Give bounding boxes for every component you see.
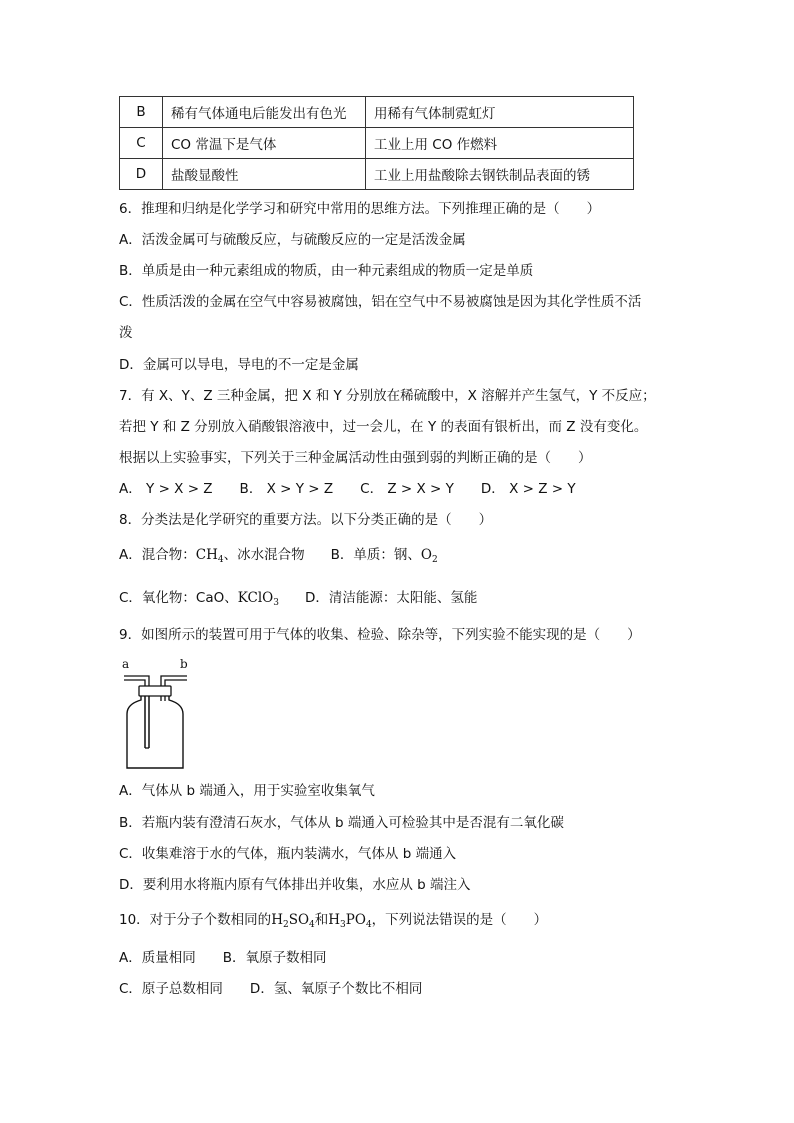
fig-label-b: b bbox=[180, 657, 188, 671]
q6-option-b: B．单质是由一种元素组成的物质，由一种元素组成的物质一定是单质 bbox=[119, 263, 534, 279]
row-use: 用稀有气体制霓虹灯 bbox=[366, 97, 634, 128]
row-property: CO 常温下是气体 bbox=[163, 128, 366, 159]
q8-c-label: C．氧化物：CaO、 bbox=[119, 590, 238, 606]
bottle bbox=[127, 696, 183, 768]
q6-option-d: D．金属可以导电，导电的不一定是金属 bbox=[119, 357, 359, 373]
q6-option-c: C．性质活泼的金属在空气中容易被腐蚀，铝在空气中不易被腐蚀是因为其化学性质不活 bbox=[119, 294, 642, 310]
formula-h2so4: $H_2SO_4$ bbox=[271, 912, 315, 930]
fig-label-a: a bbox=[122, 657, 130, 671]
row-key: B bbox=[120, 97, 163, 128]
q6-option-c-cont: 泼 bbox=[119, 325, 133, 341]
formula-ch4: $CH_4$ bbox=[195, 547, 224, 565]
property-use-table bbox=[119, 96, 634, 190]
row-property: 盐酸显酸性 bbox=[163, 159, 366, 190]
row-property: 稀有气体通电后能发出有色光 bbox=[163, 97, 366, 128]
formula-h3po4: $H_3PO_4$ bbox=[328, 912, 372, 930]
q7-stem-line1: 7．有 X、Y、Z 三种金属，把 X 和 Y 分别放在稀硫酸中，X 溶解并产生氢气，Y 不反应； bbox=[119, 388, 656, 404]
formula-o2: $O_2$ bbox=[420, 547, 438, 565]
row-key: C bbox=[120, 128, 163, 159]
q9-option-d: D．要利用水将瓶内原有气体排出并收集，水应从 b 端注入 bbox=[119, 877, 471, 893]
q6-option-a: A．活泼金属可与硫酸反应，与硫酸反应的一定是活泼金属 bbox=[119, 232, 466, 248]
formula-kclo3: KClO$_3$ bbox=[237, 590, 279, 608]
table-row bbox=[120, 97, 634, 128]
q7-stem-line2: 若把 Y 和 Z 分别放入硝酸银溶液中，过一会儿，在 Y 的表面有银析出，而 Z 没有变化。 bbox=[119, 419, 648, 435]
q8-a-label: A．混合物： bbox=[119, 547, 196, 563]
q7-stem-line3: 根据以上实验事实，下列关于三种金属活动性由强到弱的判断正确的是（ ） bbox=[119, 450, 592, 466]
q8-options-cd bbox=[119, 588, 477, 608]
q8-options-ab bbox=[119, 545, 438, 565]
table-row bbox=[120, 159, 634, 190]
gas-washing-bottle-diagram bbox=[119, 656, 199, 771]
q6-stem: 6．推理和归纳是化学学习和研究中常用的思维方法。下列推理正确的是（ ） bbox=[119, 201, 601, 217]
q8-stem: 8．分类法是化学研究的重要方法。以下分类正确的是（ ） bbox=[119, 512, 493, 528]
q7-options: A． Y > X > Z B． X > Y > Z C． Z > X > Y D． X > Z > Y bbox=[119, 481, 576, 497]
stopper bbox=[139, 686, 171, 696]
gas-bottle-figure bbox=[119, 656, 199, 771]
table-row bbox=[120, 128, 634, 159]
q9-stem: 9．如图所示的装置可用于气体的收集、检验、除杂等，下列实验不能实现的是（ ） bbox=[119, 627, 641, 643]
row-key: D bbox=[120, 159, 163, 190]
q8-b-label: B．单质：钢、 bbox=[330, 547, 421, 563]
q8-d: D．清洁能源：太阳能、氢能 bbox=[304, 590, 478, 606]
q10-options-ab: A．质量相同 B．氧原子数相同 bbox=[119, 950, 327, 966]
q10-options-cd: C．原子总数相同 D．氢、氧原子个数比不相同 bbox=[119, 981, 423, 997]
row-use: 工业上用盐酸除去钢铁制品表面的锈 bbox=[366, 159, 634, 190]
q8-a-rest: 、冰水混合物 bbox=[223, 547, 305, 563]
q9-option-c: C．收集难溶于水的气体，瓶内装满水，气体从 b 端通入 bbox=[119, 846, 457, 862]
q10-stem: 10．对于分子个数相同的$H_2SO_4$和$H_3PO_4$，下列说法错误的是（ ） bbox=[119, 912, 548, 930]
row-use: 工业上用 CO 作燃料 bbox=[366, 128, 634, 159]
q9-option-a: A．气体从 b 端通入，用于实验室收集氧气 bbox=[119, 783, 375, 799]
q9-option-b: B．若瓶内装有澄清石灰水，气体从 b 端通入可检验其中是否混有二氧化碳 bbox=[119, 815, 564, 831]
